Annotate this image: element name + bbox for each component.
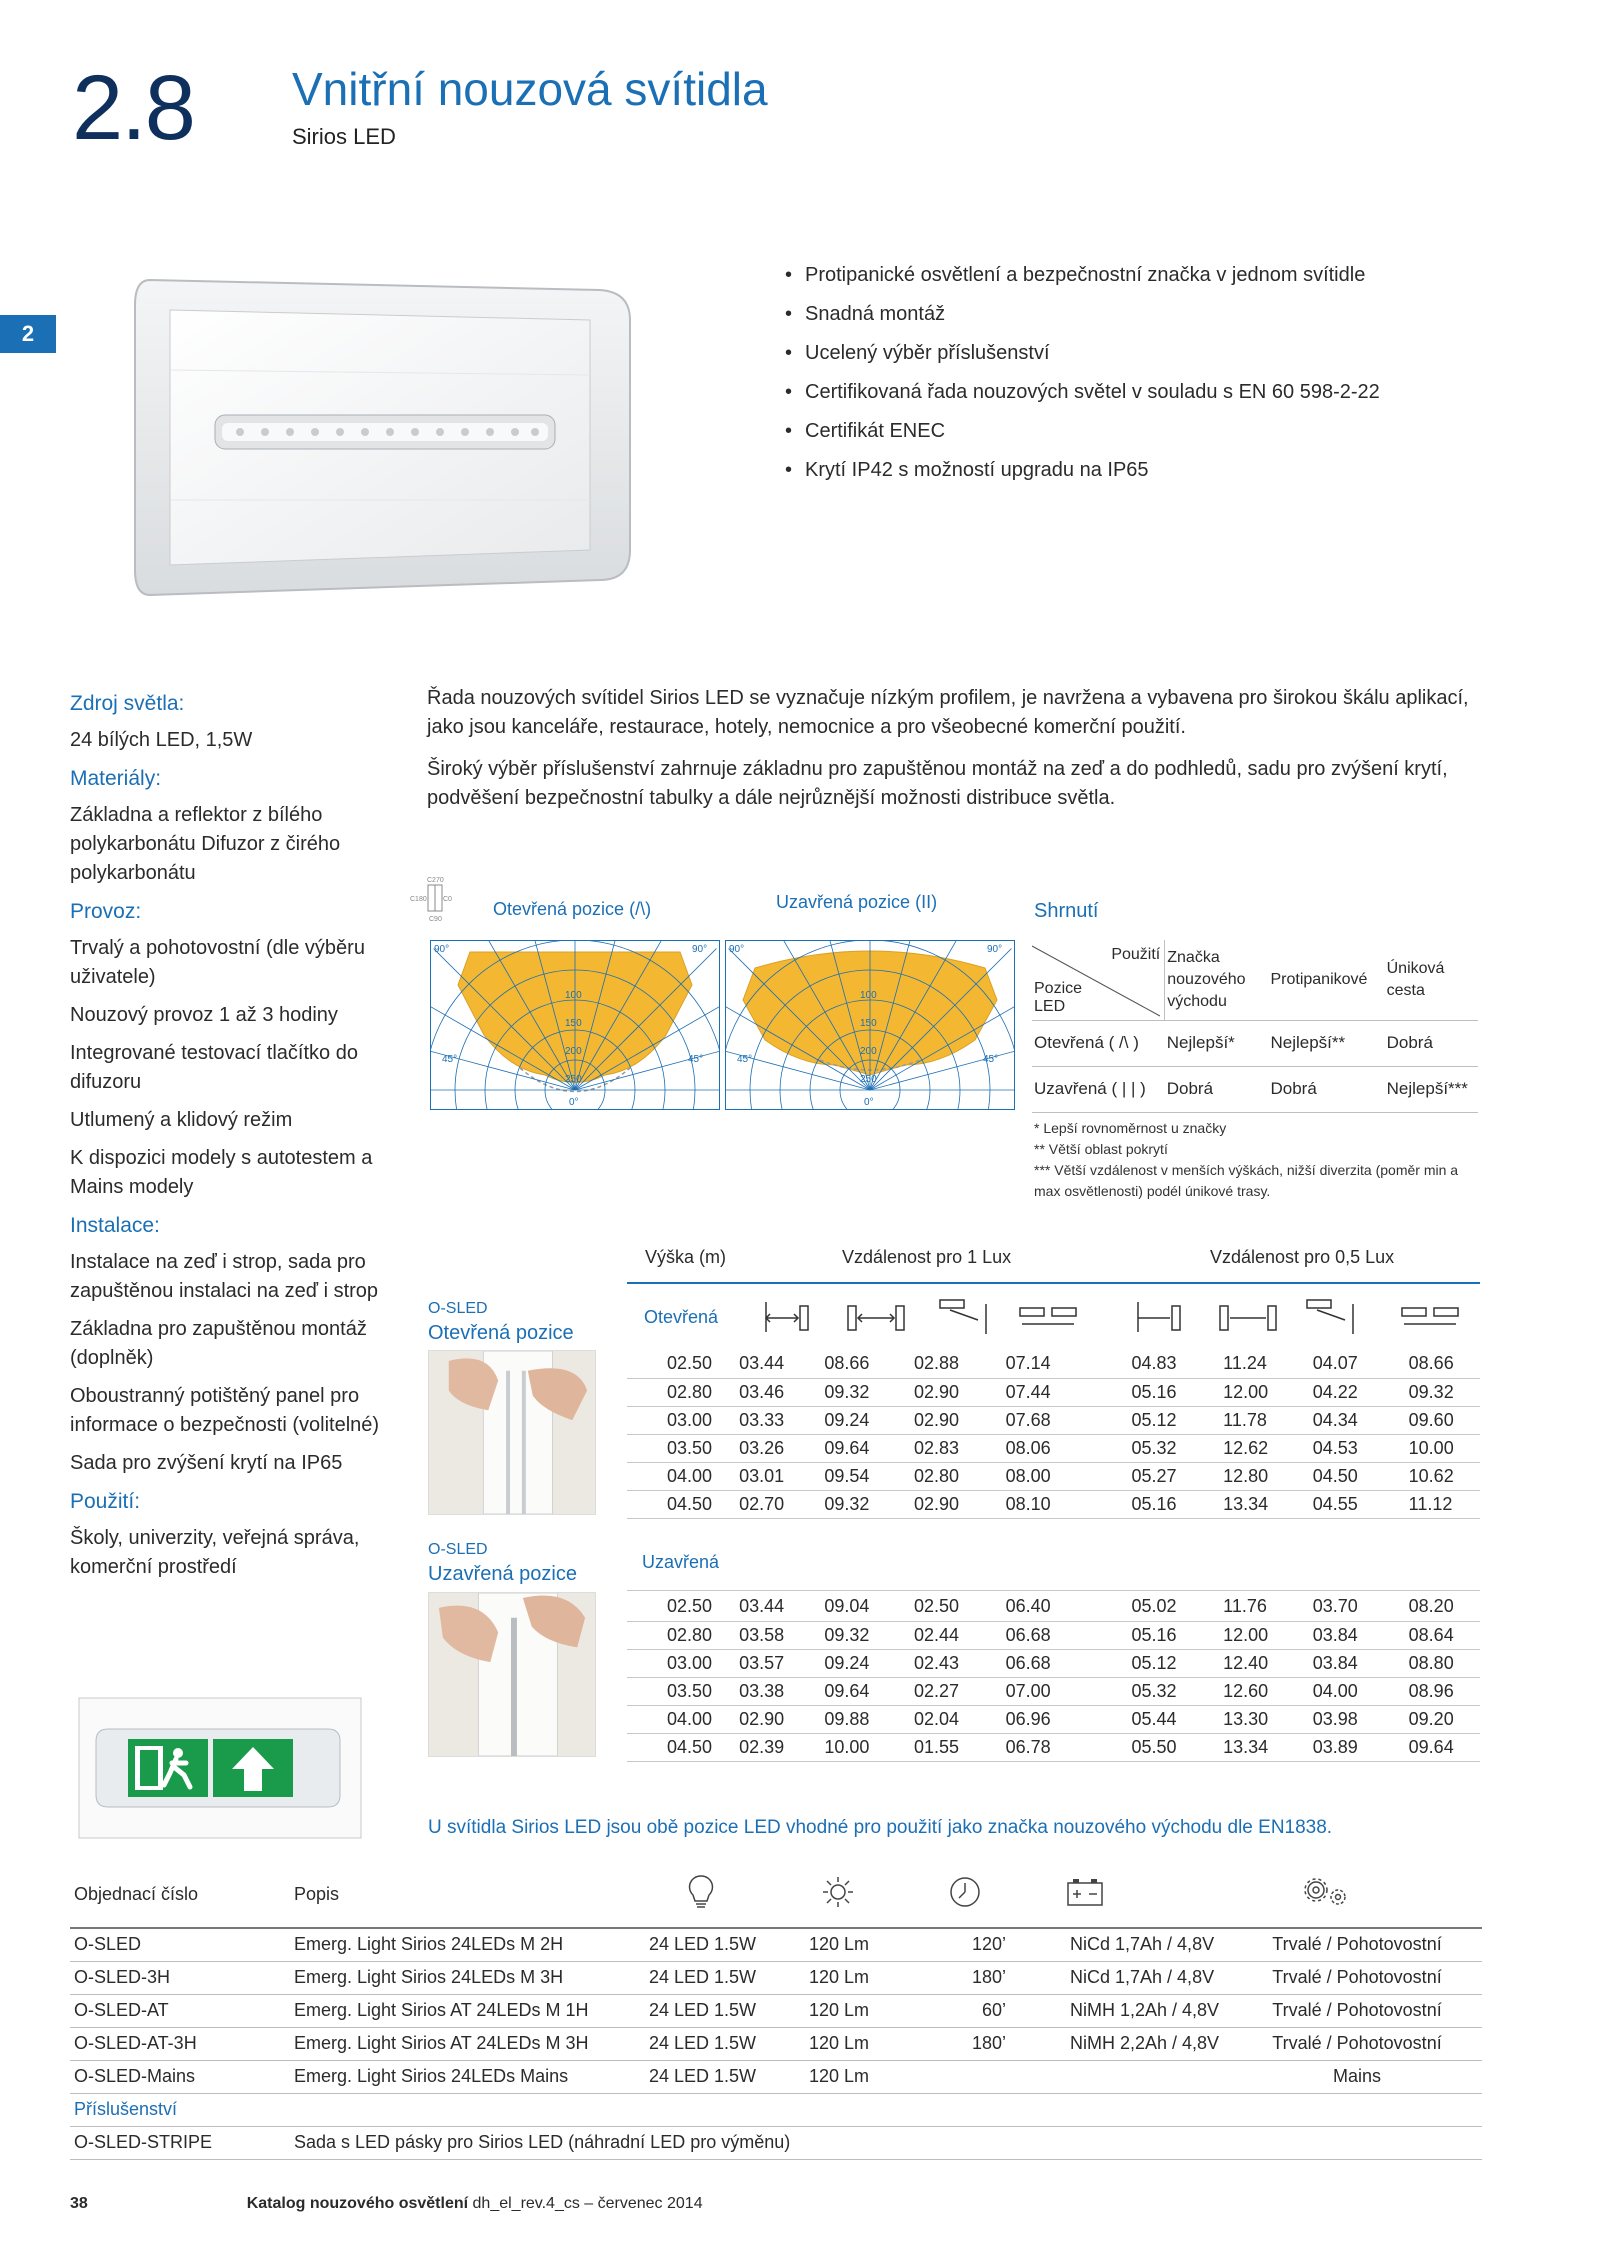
distance-cell: 10.00 — [810, 1733, 900, 1761]
accessories-heading: Příslušenství — [70, 2093, 1482, 2126]
battery-spec: NiMH 2,2Ah / 4,8V — [1010, 2027, 1232, 2060]
height-cell: 03.00 — [627, 1406, 725, 1434]
distance-icons-row — [760, 1296, 1480, 1342]
closed-row-label: Uzavřená — [642, 1552, 720, 1572]
spec-item: Školy, univerzity, veřejná správa, komerční prostředí — [70, 1527, 360, 1578]
spec-item: Integrované testovací tlačítko do difuzoru — [70, 1042, 358, 1093]
summary-notes — [1034, 1118, 1474, 1202]
distance-row — [627, 1406, 1480, 1434]
distance-row — [627, 1733, 1480, 1761]
distance-cell: 06.96 — [992, 1705, 1118, 1733]
angle-label: 90° — [692, 944, 708, 955]
spec-item: Trvalý a pohotovostní (dle výběru uživatele) — [70, 937, 365, 988]
distance-cell: 03.57 — [725, 1649, 810, 1677]
distance-cell: 04.50 — [1299, 1462, 1395, 1490]
angle-label: 90° — [987, 944, 1003, 955]
distance-row — [627, 1378, 1480, 1406]
height-cell: 04.00 — [627, 1705, 725, 1733]
accessory-row — [70, 2126, 1482, 2159]
radial-label: 150 — [860, 1018, 877, 1029]
distance-cell: 03.33 — [725, 1406, 810, 1434]
distance-cell: 03.44 — [725, 1593, 810, 1621]
distance-cell: 02.50 — [900, 1593, 992, 1621]
distance-cell: 05.16 — [1117, 1621, 1209, 1649]
footnote: * Lepší rovnoměrnost u značky — [1034, 1120, 1227, 1136]
duration — [930, 2060, 1010, 2093]
c-plane-icon — [410, 875, 460, 935]
polar-caption-open: Otevřená pozice (/\) — [493, 899, 652, 919]
distance-cell: 08.66 — [810, 1350, 900, 1378]
distance-cell: 03.46 — [725, 1378, 810, 1406]
feature-item: • Snadná montáž — [783, 295, 1543, 334]
spec-heading-installation: Instalace: — [70, 1214, 160, 1237]
angle-label: 90° — [434, 944, 450, 955]
distance-cell: 09.24 — [810, 1649, 900, 1677]
summary-corner-bottom: Pozice LED — [1034, 979, 1083, 1015]
order-row — [70, 2027, 1482, 2060]
spec-item: Nouzový provoz 1 až 3 hodiny — [70, 1004, 338, 1026]
distance-cell: 11.78 — [1209, 1406, 1299, 1434]
chapter-tab: 2 — [0, 315, 56, 353]
distance-cell: 04.55 — [1299, 1490, 1395, 1518]
spec-item: Instalace na zeď i strop, sada pro zapuštěnou instalaci na zeď i strop — [70, 1251, 379, 1302]
polar-diagram-open — [430, 940, 720, 1110]
order-description: Emerg. Light Sirios 24LEDs M 2H — [290, 1928, 645, 1961]
height-cell: 02.50 — [627, 1350, 725, 1378]
polar-diagram-closed — [725, 940, 1015, 1110]
footnote: *** Větší vzdálenost v menších výškách, nižší diverzita (poměr min a max osvětlenosti) podél únikové trasy. — [1034, 1162, 1459, 1199]
distance-cell: 13.34 — [1209, 1733, 1299, 1761]
order-row — [70, 1961, 1482, 1994]
summary-corner-top: Použití — [1111, 946, 1161, 963]
distance-cell: 02.39 — [725, 1733, 810, 1761]
lumen-output: 120 Lm — [805, 1994, 930, 2027]
distance-row — [627, 1434, 1480, 1462]
distance-cell: 02.80 — [900, 1462, 992, 1490]
distance-cell: 03.26 — [725, 1434, 810, 1462]
intro-paragraph: Řada nouzových svítidel Sirios LED se vyznačuje nízkým profilem, je navržena a vybavena pro širokou škálu aplikací, jako jsou kanceláře, restaurace, hotely, nemocnice a pro všeobecné komerční použití. — [427, 687, 1469, 738]
distance-cell: 02.44 — [900, 1621, 992, 1649]
divider — [627, 1590, 1480, 1591]
distance-cell: 01.55 — [900, 1733, 992, 1761]
order-description: Emerg. Light Sirios AT 24LEDs M 3H — [290, 2027, 645, 2060]
sun-icon — [821, 1875, 855, 1909]
height-cell: 04.00 — [627, 1462, 725, 1490]
battery-spec: NiCd 1,7Ah / 4,8V — [1010, 1928, 1232, 1961]
height-cell: 03.00 — [627, 1649, 725, 1677]
height-cell: 02.50 — [627, 1593, 725, 1621]
side-to-wall-icon — [940, 1300, 986, 1334]
distance-cell: 13.30 — [1209, 1705, 1299, 1733]
distance-cell: 06.68 — [992, 1621, 1118, 1649]
summary-table — [1032, 940, 1478, 1113]
distance-cell: 09.32 — [810, 1378, 900, 1406]
distance-cell: 03.44 — [725, 1350, 810, 1378]
intro-text — [427, 684, 1507, 826]
divider — [627, 1282, 1480, 1284]
plane-label: C270 — [427, 877, 444, 884]
page-footer — [70, 2195, 703, 2213]
order-number: O-SLED-AT — [70, 1994, 290, 2027]
distance-cell: 13.34 — [1209, 1490, 1299, 1518]
height-cell: 03.50 — [627, 1434, 725, 1462]
led-spec: 24 LED 1.5W — [645, 1928, 805, 1961]
summary-title: Shrnutí — [1034, 900, 1099, 922]
summary-col-head: Značka nouzového východu — [1165, 940, 1269, 1020]
distance-cell: 03.84 — [1299, 1621, 1395, 1649]
distance-row — [627, 1593, 1480, 1621]
radial-label: 200 — [565, 1046, 582, 1057]
summary-cell: Dobrá — [1165, 1066, 1269, 1112]
spec-item: Základna a reflektor z bílého polykarbonátu Difuzor z čirého polykarbonátu — [70, 804, 341, 884]
catalog-name: Katalog nouzového osvětlení — [246, 2195, 469, 2212]
distance-header-1lux: Vzdálenost pro 1 Lux — [842, 1247, 1012, 1267]
page-title: Vnitřní nouzová svítidla — [292, 63, 768, 115]
led-spec: 24 LED 1.5W — [645, 1961, 805, 1994]
distance-cell: 08.00 — [992, 1462, 1118, 1490]
spec-item: K dispozici modely s autotestem a Mains modely — [70, 1147, 373, 1198]
feature-item: • Certifikovaná řada nouzových světel v souladu s EN 60 598-2-22 — [783, 373, 1543, 412]
lumen-output: 120 Lm — [805, 1928, 930, 1961]
distance-cell: 09.64 — [1395, 1733, 1480, 1761]
distance-cell: 08.10 — [992, 1490, 1118, 1518]
exit-sign-image — [78, 1697, 362, 1839]
distance-cell: 05.50 — [1117, 1733, 1209, 1761]
feature-item: • Protipanické osvětlení a bezpečnostní značka v jednom svítidle — [783, 256, 1543, 295]
distance-cell: 08.66 — [1395, 1350, 1480, 1378]
distance-cell: 02.90 — [900, 1406, 992, 1434]
open-photo-title: Otevřená pozice — [428, 1322, 574, 1344]
clock-icon — [948, 1875, 982, 1909]
closed-position-photo — [428, 1592, 596, 1757]
feature-item: • Ucelený výběr příslušenství — [783, 334, 1543, 373]
distance-cell: 04.07 — [1299, 1350, 1395, 1378]
distance-cell: 03.58 — [725, 1621, 810, 1649]
summary-cell: Dobrá — [1385, 1020, 1478, 1066]
side-to-side-icon — [1402, 1308, 1458, 1324]
feature-list — [783, 256, 1543, 490]
distance-cell: 02.88 — [900, 1350, 992, 1378]
distance-row — [627, 1462, 1480, 1490]
distance-cell: 02.70 — [725, 1490, 810, 1518]
radial-label: 100 — [860, 990, 877, 1001]
order-col-icon — [1010, 1862, 1232, 1928]
distance-cell: 02.90 — [900, 1490, 992, 1518]
bulb-icon — [687, 1874, 715, 1910]
spec-heading-materials: Materiály: — [70, 767, 162, 790]
angle-label: 90° — [729, 944, 745, 955]
order-description: Sada s LED pásky pro Sirios LED (náhradní LED pro výměnu) — [290, 2126, 1482, 2159]
spec-heading-usage: Použití: — [70, 1490, 141, 1513]
compliance-note: U svítidla Sirios LED jsou obě pozice LED vhodné pro použití jako značka nouzového východu dle EN1838. — [428, 1817, 1333, 1838]
accessories-heading-row — [70, 2093, 1482, 2126]
wall-to-front-icon — [1138, 1302, 1180, 1332]
summary-cell: Nejlepší*** — [1385, 1066, 1478, 1112]
angle-label: 0° — [864, 1097, 874, 1108]
open-row-label: Otevřená — [644, 1307, 719, 1327]
plane-label: C90 — [429, 916, 442, 923]
distance-cell: 05.02 — [1117, 1593, 1209, 1621]
distance-cell: 08.06 — [992, 1434, 1118, 1462]
summary-row-label: Uzavřená ( | | ) — [1032, 1066, 1165, 1112]
distance-cell: 03.01 — [725, 1462, 810, 1490]
order-header-row — [70, 1862, 1482, 1928]
distance-cell: 12.62 — [1209, 1434, 1299, 1462]
distance-cell: 10.62 — [1395, 1462, 1480, 1490]
order-table — [70, 1862, 1482, 2160]
height-cell: 04.50 — [627, 1490, 725, 1518]
front-to-front-icon — [1220, 1306, 1276, 1330]
feature-item: • Krytí IP42 s možností upgradu na IP65 — [783, 451, 1543, 490]
distance-cell: 11.12 — [1395, 1490, 1480, 1518]
summary-corner-cell — [1032, 940, 1165, 1020]
distance-cell: 09.20 — [1395, 1705, 1480, 1733]
order-col-icon — [805, 1862, 930, 1928]
page-number: 38 — [70, 2195, 88, 2212]
spec-item: Utlumený a klidový režim — [70, 1109, 293, 1131]
order-description: Emerg. Light Sirios 24LEDs M 3H — [290, 1961, 645, 1994]
distance-cell: 08.96 — [1395, 1677, 1480, 1705]
distance-cell: 04.00 — [1299, 1677, 1395, 1705]
distance-cell: 05.12 — [1117, 1649, 1209, 1677]
radial-label: 150 — [565, 1018, 582, 1029]
distance-cell: 03.89 — [1299, 1733, 1395, 1761]
distance-cell: 04.53 — [1299, 1434, 1395, 1462]
summary-col-head: Úniková cesta — [1385, 940, 1478, 1020]
distance-header-05lux: Vzdálenost pro 0,5 Lux — [1210, 1247, 1395, 1267]
operation-mode: Trvalé / Pohotovostní — [1232, 2027, 1482, 2060]
order-number: O-SLED-Mains — [70, 2060, 290, 2093]
duration: 180’ — [930, 1961, 1010, 1994]
distance-cell: 12.40 — [1209, 1649, 1299, 1677]
distance-cell: 02.83 — [900, 1434, 992, 1462]
spec-heading-light-source: Zdroj světla: — [70, 692, 185, 715]
order-col-head: Objednací číslo — [70, 1862, 290, 1928]
order-row — [70, 1994, 1482, 2027]
distance-cell: 06.40 — [992, 1593, 1118, 1621]
distance-cell: 05.16 — [1117, 1490, 1209, 1518]
height-cell: 02.80 — [627, 1378, 725, 1406]
summary-row — [1032, 1066, 1478, 1112]
battery-spec — [1010, 2060, 1232, 2093]
lumen-output: 120 Lm — [805, 2060, 930, 2093]
distance-cell: 09.54 — [810, 1462, 900, 1490]
height-cell: 04.50 — [627, 1733, 725, 1761]
distance-cell: 06.68 — [992, 1649, 1118, 1677]
distance-row — [627, 1649, 1480, 1677]
gears-icon — [1300, 1875, 1360, 1909]
angle-label: 0° — [569, 1097, 579, 1108]
distance-cell: 09.60 — [1395, 1406, 1480, 1434]
distance-cell: 02.27 — [900, 1677, 992, 1705]
distance-cell: 05.27 — [1117, 1462, 1209, 1490]
distance-cell: 09.32 — [810, 1621, 900, 1649]
distance-cell: 07.00 — [992, 1677, 1118, 1705]
distance-cell: 05.12 — [1117, 1406, 1209, 1434]
closed-photo-title: Uzavřená pozice — [428, 1563, 577, 1585]
page-subtitle: Sirios LED — [292, 124, 396, 149]
angle-label: 45° — [442, 1054, 458, 1065]
wall-to-front-icon — [766, 1302, 808, 1332]
distance-cell: 12.00 — [1209, 1378, 1299, 1406]
summary-header-row — [1032, 940, 1478, 1020]
led-spec: 24 LED 1.5W — [645, 1994, 805, 2027]
distance-cell: 05.44 — [1117, 1705, 1209, 1733]
side-to-side-icon — [1020, 1308, 1076, 1324]
order-description: Emerg. Light Sirios 24LEDs Mains — [290, 2060, 645, 2093]
order-number: O-SLED-AT-3H — [70, 2027, 290, 2060]
distance-cell: 09.88 — [810, 1705, 900, 1733]
distance-cell: 02.90 — [900, 1378, 992, 1406]
distance-cell: 06.78 — [992, 1733, 1118, 1761]
distance-cell: 08.64 — [1395, 1621, 1480, 1649]
battery-icon — [1066, 1877, 1104, 1907]
order-col-icon — [645, 1862, 805, 1928]
distance-cell: 09.32 — [810, 1490, 900, 1518]
height-cell: 02.80 — [627, 1621, 725, 1649]
led-spec: 24 LED 1.5W — [645, 2060, 805, 2093]
order-col-icon — [930, 1862, 1010, 1928]
intro-paragraph: Široký výběr příslušenství zahrnuje základnu pro zapuštěnou montáž na zeď a do podhledů, sadu pro zvýšení krytí, podvěšení bezpečnostní tabulky a dále nejrůznější možnosti distribuce světla. — [427, 758, 1448, 809]
product-photo — [130, 250, 650, 610]
operation-mode: Trvalé / Pohotovostní — [1232, 1994, 1482, 2027]
distance-cell: 02.43 — [900, 1649, 992, 1677]
duration: 60’ — [930, 1994, 1010, 2027]
distance-cell: 03.70 — [1299, 1593, 1395, 1621]
operation-mode: Mains — [1232, 2060, 1482, 2093]
summary-cell: Dobrá — [1268, 1066, 1384, 1112]
angle-label: 45° — [688, 1054, 704, 1065]
battery-spec: NiCd 1,7Ah / 4,8V — [1010, 1961, 1232, 1994]
distance-cell: 08.80 — [1395, 1649, 1480, 1677]
distance-cell: 09.64 — [810, 1677, 900, 1705]
distance-cell: 04.22 — [1299, 1378, 1395, 1406]
distance-row — [627, 1677, 1480, 1705]
distance-cell: 03.98 — [1299, 1705, 1395, 1733]
angle-label: 45° — [983, 1054, 999, 1065]
distance-cell: 05.16 — [1117, 1378, 1209, 1406]
front-to-front-icon — [848, 1306, 904, 1330]
open-position-photo — [428, 1350, 596, 1515]
distance-cell: 12.00 — [1209, 1621, 1299, 1649]
distance-cell: 04.34 — [1299, 1406, 1395, 1434]
distance-cell: 05.32 — [1117, 1677, 1209, 1705]
distance-cell: 02.90 — [725, 1705, 810, 1733]
distance-cell: 07.68 — [992, 1406, 1118, 1434]
summary-row-label: Otevřená ( /\ ) — [1032, 1020, 1165, 1066]
order-number: O-SLED-3H — [70, 1961, 290, 1994]
distance-cell: 10.00 — [1395, 1434, 1480, 1462]
radial-label: 250 — [565, 1074, 582, 1085]
order-row — [70, 2060, 1482, 2093]
distance-cell: 02.04 — [900, 1705, 992, 1733]
closed-photo-code: O-SLED — [428, 1541, 488, 1558]
distance-cell: 08.20 — [1395, 1593, 1480, 1621]
height-cell: 03.50 — [627, 1677, 725, 1705]
distance-cell: 09.04 — [810, 1593, 900, 1621]
distance-table-closed — [627, 1593, 1480, 1762]
operation-mode: Trvalé / Pohotovostní — [1232, 1961, 1482, 1994]
duration: 120’ — [930, 1928, 1010, 1961]
battery-spec: NiMH 1,2Ah / 4,8V — [1010, 1994, 1232, 2027]
feature-item: • Certifikát ENEC — [783, 412, 1543, 451]
distance-cell: 09.24 — [810, 1406, 900, 1434]
distance-cell: 09.32 — [1395, 1378, 1480, 1406]
distance-cell: 11.76 — [1209, 1593, 1299, 1621]
distance-cell: 07.44 — [992, 1378, 1118, 1406]
order-number: O-SLED — [70, 1928, 290, 1961]
plane-label: C0 — [443, 896, 452, 903]
distance-row — [627, 1621, 1480, 1649]
distance-cell: 05.32 — [1117, 1434, 1209, 1462]
distance-cell: 09.64 — [810, 1434, 900, 1462]
distance-cell: 12.80 — [1209, 1462, 1299, 1490]
angle-label: 45° — [737, 1054, 753, 1065]
spec-column — [70, 680, 400, 1591]
revision: dh_el_rev.4_cs – červenec 2014 — [472, 2195, 703, 2212]
spec-item: Základna pro zapuštěnou montáž (doplněk) — [70, 1318, 367, 1369]
order-col-head: Popis — [290, 1862, 645, 1928]
section-number: 2.8 — [72, 57, 194, 159]
distance-header-height: Výška (m) — [645, 1247, 726, 1267]
distance-row — [627, 1490, 1480, 1518]
order-number: O-SLED-STRIPE — [70, 2126, 290, 2159]
order-row — [70, 1928, 1482, 1961]
distance-cell: 12.60 — [1209, 1677, 1299, 1705]
distance-row — [627, 1705, 1480, 1733]
spec-item: 24 bílých LED, 1,5W — [70, 729, 253, 751]
radial-label: 250 — [860, 1074, 877, 1085]
lumen-output: 120 Lm — [805, 1961, 930, 1994]
plane-label: C180 — [410, 896, 427, 903]
open-photo-code: O-SLED — [428, 1300, 488, 1317]
distance-row — [627, 1350, 1480, 1378]
distance-cell: 03.84 — [1299, 1649, 1395, 1677]
side-to-wall-icon — [1307, 1300, 1353, 1334]
operation-mode: Trvalé / Pohotovostní — [1232, 1928, 1482, 1961]
summary-col-head: Protipanikové — [1268, 940, 1384, 1020]
summary-cell: Nejlepší** — [1268, 1020, 1384, 1066]
spec-item: Oboustranný potištěný panel pro informace o bezpečnosti (volitelné) — [70, 1385, 380, 1436]
order-description: Emerg. Light Sirios AT 24LEDs M 1H — [290, 1994, 645, 2027]
distance-cell: 04.83 — [1117, 1350, 1209, 1378]
distance-table-open — [627, 1350, 1480, 1519]
distance-cell: 11.24 — [1209, 1350, 1299, 1378]
lumen-output: 120 Lm — [805, 2027, 930, 2060]
spec-heading-operation: Provoz: — [70, 900, 142, 923]
distance-cell: 07.14 — [992, 1350, 1118, 1378]
summary-cell: Nejlepší* — [1165, 1020, 1269, 1066]
radial-label: 100 — [565, 990, 582, 1001]
summary-row — [1032, 1020, 1478, 1066]
order-col-icon — [1232, 1862, 1482, 1928]
distance-cell: 03.38 — [725, 1677, 810, 1705]
footnote: ** Větší oblast pokrytí — [1034, 1141, 1168, 1157]
spec-item: Sada pro zvýšení krytí na IP65 — [70, 1452, 343, 1474]
duration: 180’ — [930, 2027, 1010, 2060]
led-spec: 24 LED 1.5W — [645, 2027, 805, 2060]
polar-caption-closed: Uzavřená pozice (II) — [776, 892, 938, 912]
radial-label: 200 — [860, 1046, 877, 1057]
